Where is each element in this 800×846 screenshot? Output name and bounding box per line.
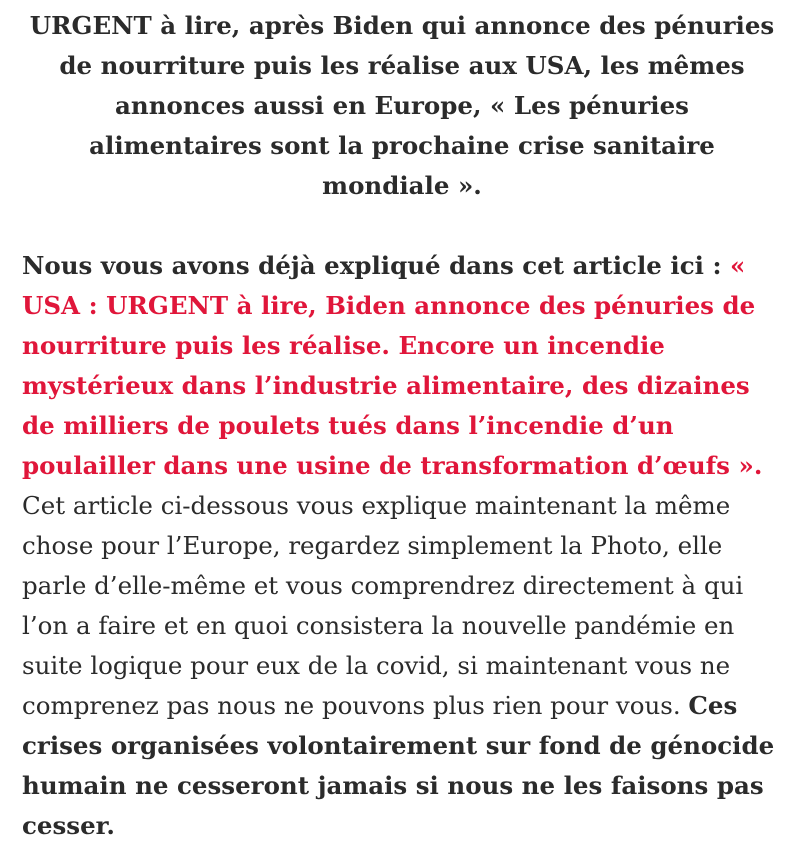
article-headline: URGENT à lire, après Biden qui annonce des pénuries de nourriture puis les réalise aux USA, les mêmes annonces aussi en Europe, « Les pénuries alimentaires sont la prochaine crise sanitaire mondiale ».	[29, 11, 775, 200]
related-article-link[interactable]: « USA : URGENT à lire, Biden annonce des pénuries de nourriture puis les réalise. Encore un incendie mystérieux dans l’industrie alimentaire, des dizaines de milliers de poulets tués dans l’incendie d’un poulailler dans une usine de transformation d’œufs ».	[22, 251, 763, 480]
article-paragraph	[22, 246, 782, 846]
paragraph-intro: Nous vous avons déjà expliqué dans cet article ici :	[22, 251, 731, 280]
paragraph-body: Cet article ci-dessous vous explique maintenant la même chose pour l’Europe, regardez simplement la Photo, elle parle d’elle-même et vous comprendrez directement à qui l’on a faire et en quoi consistera la nouvelle pandémie en suite logique pour eux de la covid, si maintenant vous ne comprenez pas nous ne pouvons plus rien pour vous.	[22, 491, 744, 720]
paragraph-conclusion: Ces crises organisées volontairement sur fond de génocide humain ne cesseront jamais si nous ne les faisons pas cesser.	[22, 691, 775, 840]
